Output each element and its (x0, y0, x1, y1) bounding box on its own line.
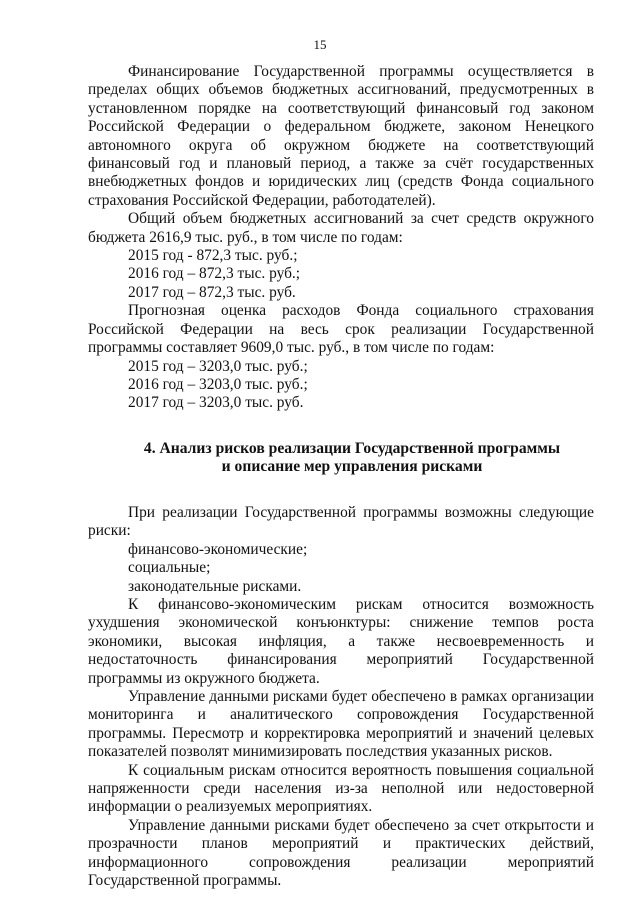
budget-year-2015: 2015 год - 872,3 тыс. руб.; (128, 247, 298, 265)
risk-item-financial: финансово-экономические; (128, 540, 308, 558)
financial-risk-management-paragraph: Управление данными рисками будет обеспечено в рамках организации мониторинга и аналитического сопровождения Государственной программы. Пересмотр и корректировка мероприятий и значений целевых показателей позволят минимизировать последствия указанных рисков. (88, 687, 594, 761)
section-heading-line2: и описание мер управления рисками (221, 458, 483, 476)
spacer (88, 477, 594, 504)
page-number: 15 (313, 37, 327, 52)
section-heading (88, 440, 594, 477)
budget-year-2017: 2017 год – 872,3 тыс. руб. (128, 283, 296, 301)
spacer (88, 413, 594, 440)
budget-total-paragraph: Общий объем бюджетных ассигнований за счет средств окружного бюджета 2616,9 тыс. руб., в том числе по годам: (88, 210, 594, 246)
risk-item-legislative: законодательные рисками. (128, 577, 302, 595)
financing-paragraph: Финансирование Государственной программы осуществляется в пределах общих объемов бюджетных ассигнований, предусмотренных в установленном порядке на соответствующий финансовый год законом Российской Федерации о федеральном бюджете, законом Ненецкого автономного округа об окружном бюджете на соответствующий финансовый год и плановый период, а также за счёт государственных внебюджетных фондов и юридических лиц (средств Фонда социального страхования Российской Федерации, работодателей). (88, 63, 594, 209)
risk-item-social: социальные; (128, 559, 211, 577)
fss-year-2015: 2015 год – 3203,0 тыс. руб.; (128, 357, 308, 375)
fss-year-2016: 2016 год – 3203,0 тыс. руб.; (128, 375, 308, 393)
document-body (88, 63, 594, 890)
risks-intro-paragraph: При реализации Государственной программы возможны следующие риски: (88, 503, 594, 540)
social-risk-management-paragraph: Управление данными рисками будет обеспечено за счет открытости и прозрачности планов мероприятий и практических действий, информационного сопровождения реализации мероприятий Государственной программы. (88, 816, 594, 890)
fss-year-2017: 2017 год – 3203,0 тыс. руб. (128, 394, 304, 412)
budget-year-2016: 2016 год – 872,3 тыс. руб.; (128, 265, 301, 283)
financial-risk-paragraph: К финансово-экономическим рискам относится возможность ухудшения экономической конъюнктуры: снижение темпов роста экономики, высокая инфляция, а также несвоевременность и недостаточность финансирования мероприятий Государственной программы из окружного бюджета. (88, 595, 594, 687)
section-heading-line1: 4. Анализ рисков реализации Государственной программы (143, 439, 561, 457)
fss-forecast-paragraph: Прогнозная оценка расходов Фонда социального страхования Российской Федерации на весь срок реализации Государственной программы составляет 9609,0 тыс. руб., в том числе по годам: (88, 302, 594, 357)
social-risk-paragraph: К социальным рискам относится вероятность повышения социальной напряженности среди населения из-за неполной или недостоверной информации о реализуемых мероприятиях. (88, 761, 594, 816)
